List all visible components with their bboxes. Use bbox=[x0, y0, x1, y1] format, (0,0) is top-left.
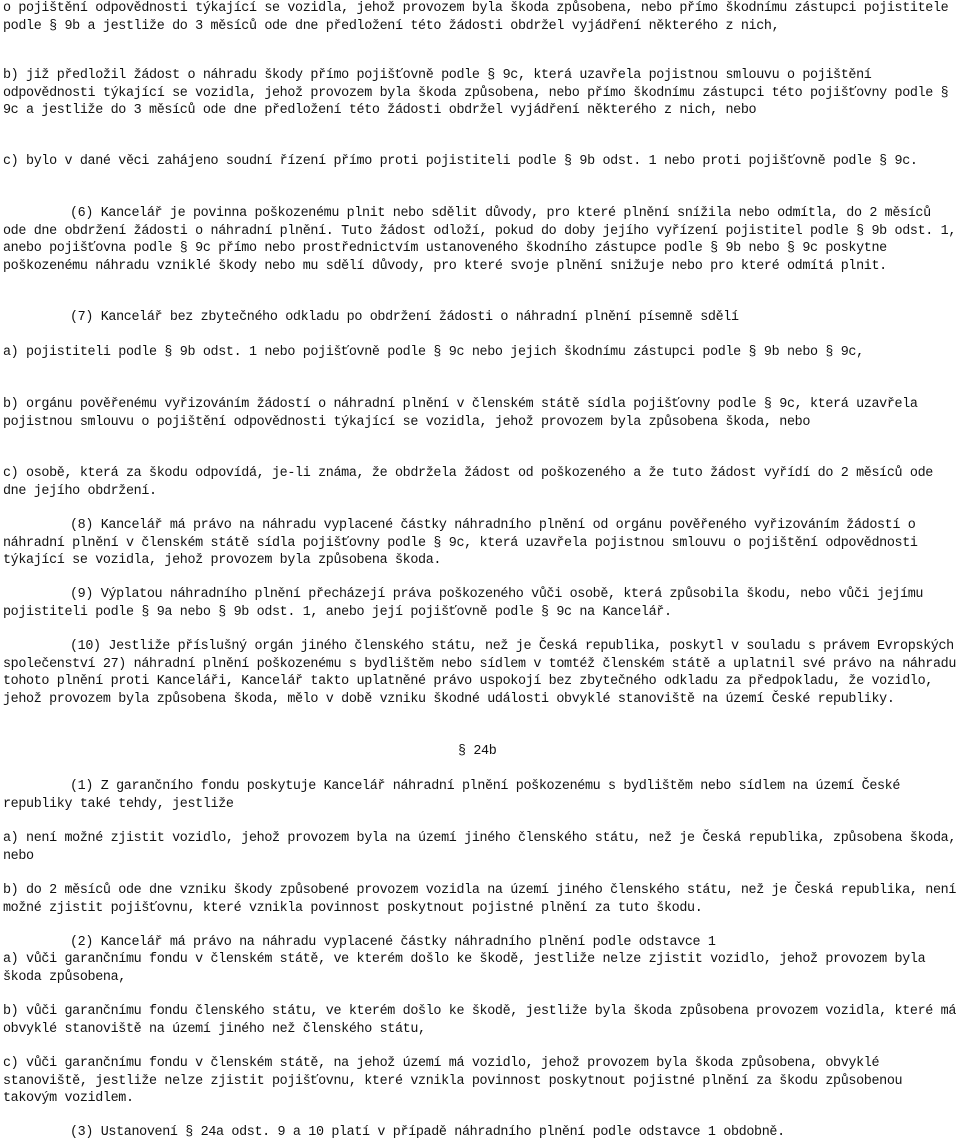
paragraph: a) pojistiteli podle § 9b odst. 1 nebo pojišťovně podle § 9c nebo jejich škodnímu zástupci podle § 9b nebo § 9c, bbox=[3, 345, 864, 360]
section-heading: § 24b bbox=[458, 744, 497, 759]
paragraph: (10) Jestliže příslušný orgán jiného členského státu, než je Česká republika, poskytl v souladu s právem Evropských společenství 27) náhradní plnění poškozenému s bydlištěm nebo sídlem v tomtéž členském státě a uplatnil své právo na náhradu tohoto plnění proti Kanceláři, Kancelář takto uplatněné právo uspokojí bez zbytečného odkladu za předpokladu, že vozidlo, jehož provozem byla způsobena škoda, mělo v době vzniku škodné události obvyklé stanoviště na území České republiky. bbox=[3, 639, 957, 707]
paragraph: (6) Kancelář je povinna poškozenému plnit nebo sdělit důvody, pro které plnění snížila nebo odmítla, do 2 měsíců ode dne obdržení žádosti o náhradní plnění. Tuto žádost odloží, pokud do doby jejího vyřízení pojistitel podle § 9b odst. 1, anebo pojišťovna podle § 9c přímo nebo prostřednictvím ustanoveného škodního zástupce podle § 9b nebo § 9c poskytne poškozenému náhradu vzniklé škody nebo mu sdělí důvody, pro které svoje plnění snižuje nebo pro které odmítá plnit. bbox=[3, 206, 957, 274]
paragraph: a) není možné zjistit vozidlo, jehož provozem byla na území jiného členského státu, než je Česká republika, způsobena škoda, nebo bbox=[3, 831, 957, 864]
paragraph: a) vůči garančnímu fondu v členském státě, ve kterém došlo ke škodě, jestliže nelze zjistit vozidlo, jehož provozem byla škoda způsobena, bbox=[3, 952, 926, 985]
paragraph: c) bylo v dané věci zahájeno soudní řízení přímo proti pojistiteli podle § 9b odst. 1 nebo proti pojišťovně podle § 9c. bbox=[3, 154, 918, 169]
paragraph: o pojištění odpovědnosti týkající se vozidla, jehož provozem byla škoda způsobena, nebo přímo škodnímu zástupci pojistitele podle § 9b a jestliže do 3 měsíců ode dne předložení této žádosti obdržel vyjádření některého z nich, bbox=[3, 1, 949, 34]
document-page bbox=[3, 0, 957, 1144]
paragraph: (8) Kancelář má právo na náhradu vyplacené částky náhradního plnění od orgánu pověřeného vyřizováním žádostí o náhradní plnění v členském státě sídla pojišťovny podle § 9c, která uzavřela pojistnou smlouvu o pojištění odpovědnosti týkající se vozidla, jehož provozem byla způsobena škoda. bbox=[3, 518, 918, 569]
paragraph: b) orgánu pověřenému vyřizováním žádostí o náhradní plnění v členském státě sídla pojišťovny podle § 9c, která uzavřela pojistnou smlouvu o pojištění odpovědnosti týkající se vozidla, jehož provozem byla způsobena škoda, nebo bbox=[3, 397, 918, 430]
paragraph: (7) Kancelář bez zbytečného odkladu po obdržení žádosti o náhradní plnění písemně sdělí bbox=[70, 310, 739, 325]
paragraph: (2) Kancelář má právo na náhradu vyplacené částky náhradního plnění podle odstavce 1 bbox=[70, 935, 716, 950]
paragraph: (1) Z garančního fondu poskytuje Kancelář náhradní plnění poškozenému s bydlištěm nebo sídlem na území České republiky také tehdy, jestliže bbox=[3, 779, 901, 812]
paragraph: b) do 2 měsíců ode dne vzniku škody způsobené provozem vozidla na území jiného členského státu, než je Česká republika, není možné zjistit pojišťovnu, které vznikla povinnost poskytnout pojistné plnění za tuto škodu. bbox=[3, 883, 957, 916]
paragraph: c) osobě, která za škodu odpovídá, je-li známa, že obdržela žádost od poškozeného a že tuto žádost vyřídí do 2 měsíců ode dne jejího obdržení. bbox=[3, 466, 933, 499]
paragraph: (9) Výplatou náhradního plnění přecházejí práva poškozeného vůči osobě, která způsobila škodu, nebo vůči jejímu pojistiteli podle § 9a nebo § 9b odst. 1, anebo její pojišťovně podle § 9c na Kancelář. bbox=[3, 587, 924, 620]
paragraph: (3) Ustanovení § 24a odst. 9 a 10 platí v případě náhradního plnění podle odstavce 1 obdobně. bbox=[70, 1125, 785, 1140]
paragraph: b) již předložil žádost o náhradu škody přímo pojišťovně podle § 9c, která uzavřela pojistnou smlouvu o pojištění odpovědnosti týkající se vozidla, jehož provozem byla škoda způsobena, nebo přímo škodnímu zástupci této pojišťovny podle § 9c a jestliže do 3 měsíců ode dne předložení této žádosti obdržel vyjádření některého z nich, nebo bbox=[3, 68, 949, 119]
paragraph: b) vůči garančnímu fondu členského státu, ve kterém došlo ke škodě, jestliže byla škoda způsobena provozem vozidla, které má obvyklé stanoviště na území jiného než členského státu, bbox=[3, 1004, 957, 1037]
paragraph: c) vůči garančnímu fondu v členském státě, na jehož území má vozidlo, jehož provozem byla škoda způsobena, obvyklé stanoviště, jestliže nelze zjistit pojišťovnu, které vznikla povinnost poskytnout pojistné plnění za škodu způsobenou takovým vozidlem. bbox=[3, 1056, 903, 1107]
